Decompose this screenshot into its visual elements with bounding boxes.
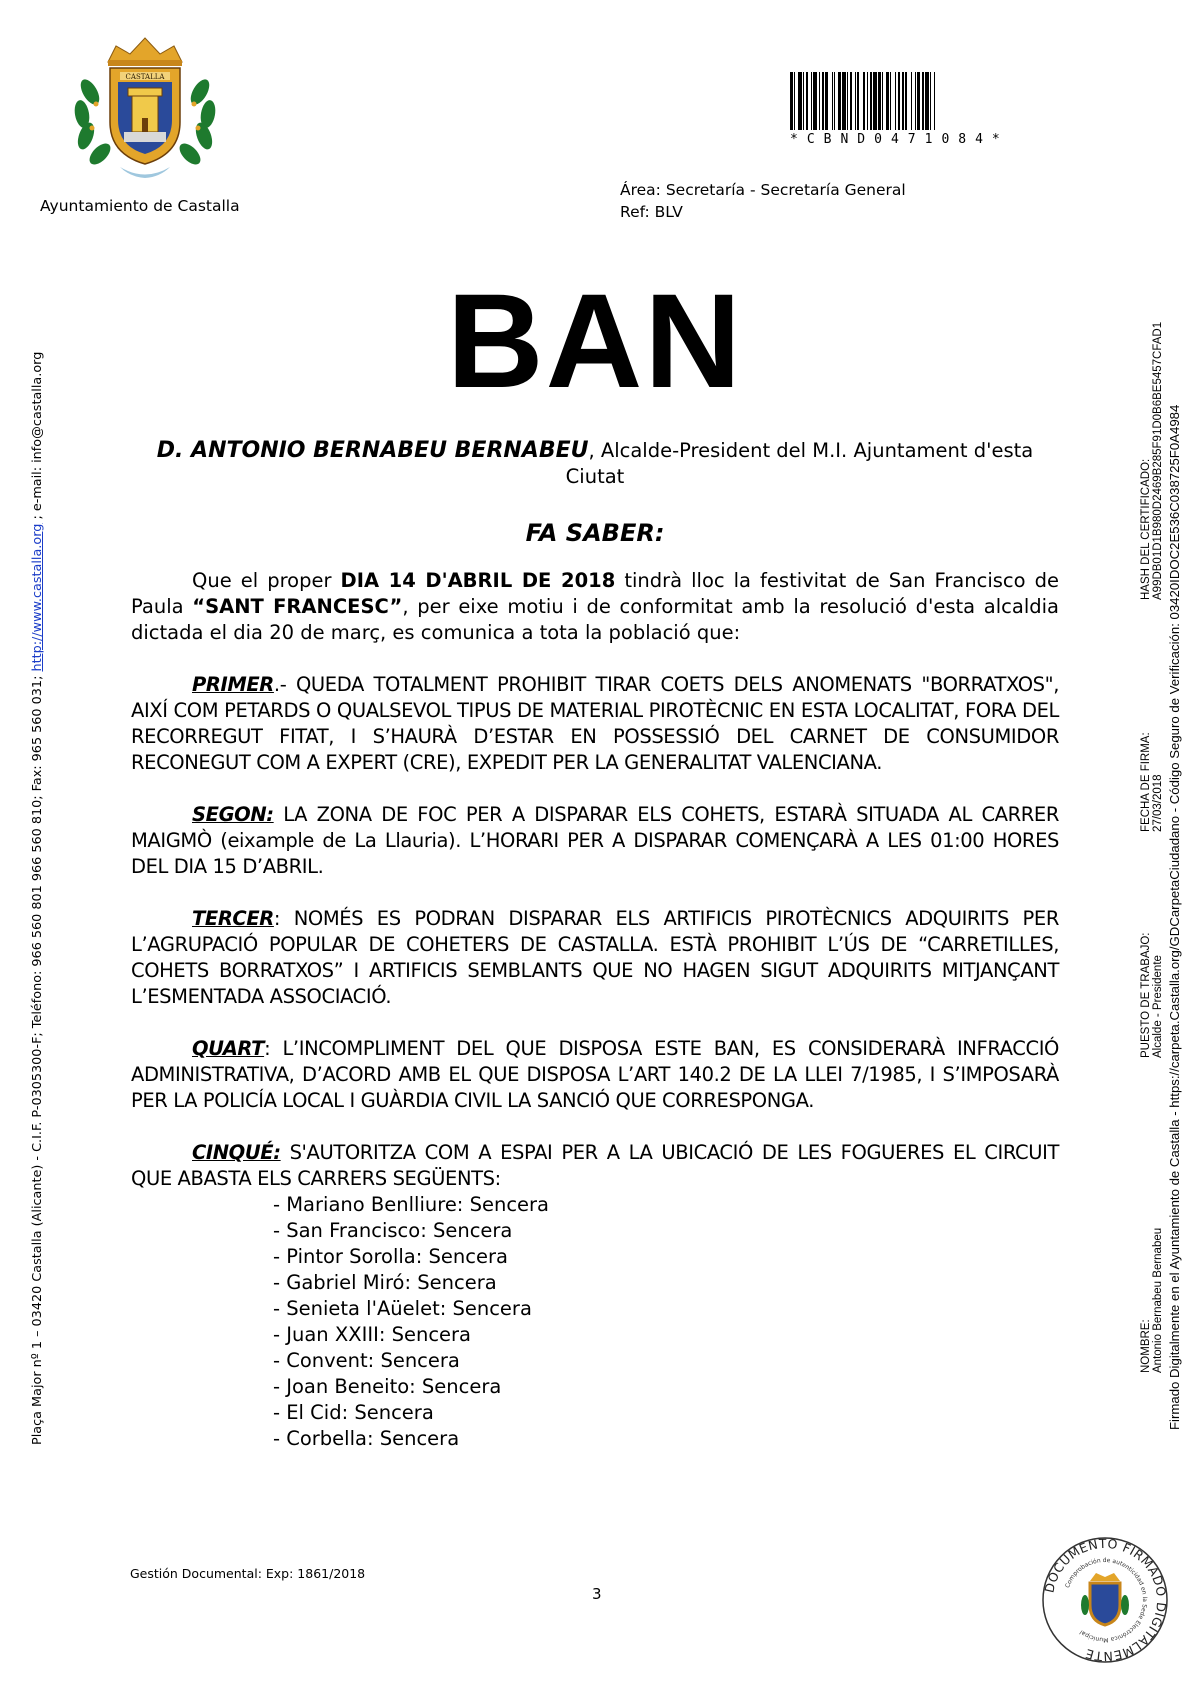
article-text: QUEDA TOTALMENT PROHIBIT TIRAR COETS DELS ANOMENATS "BORRATXOS", AIXÍ COM PETARDS O QUALSEVOL TIPUS DE MATERIAL PIROTÈCNIC EN ESTA LOCALITAT, FORA DEL RECORREGUT FITAT, I S’HAURÀ D’ESTAR EN POSSESSIÓ DEL CARNET DE CONSUMIDOR RECONEGUT COM A EXPERT (CRE), EXPEDIT PER LA GENERALITAT VALENCIANA. [131,673,1059,774]
signature-position-value: Alcalde - Presidente [1152,955,1164,1058]
article-heading: QUART [192,1037,265,1060]
signature-name-label: NOMBRE: [1140,1319,1152,1373]
signature-date-block [1140,732,1164,832]
page-number: 3 [592,1585,602,1603]
signature-name-block [1140,1228,1164,1373]
article-separator: .- [273,673,296,696]
article-paragraph [131,906,1059,1010]
address-text: Plaça Major nº 1 – 03420 Castalla (Alicante) - C.I.F. P-0305300-F; Teléfono: 966 560 801 966 560 810; Fax: 965 560 031; [30,671,45,1445]
crest-icon [60,32,230,187]
article-text: S'AUTORITZA COM A ESPAI PER A LA UBICACIÓ DE LES FOGUERES EL CIRCUIT QUE ABASTA ELS CARRERS SEGÜENTS: [131,1141,1059,1190]
signature-date-value: 27/03/2018 [1152,774,1164,832]
article-heading: CINQUÉ: [192,1141,281,1164]
area-label: Área: Secretaría - Secretaría General [620,181,906,199]
article-separator [281,1141,290,1164]
street-item: - Convent: Sencera [273,1349,460,1372]
intro-text: , per eixe motiu i de conformitat amb la resolució d'esta alcaldia dictada el dia 20 de març, es comunica a tota la població que: [131,595,1059,644]
article-paragraph [131,1036,1059,1114]
ref-label: Ref: BLV [620,203,683,221]
document-body [131,438,1059,1452]
article-text: L’INCOMPLIMENT DEL QUE DISPOSA ESTE BAN, ES CONSIDERARÀ INFRACCIÓ ADMINISTRATIVA, D’ACORD AMB EL QUE DISPOSA L’ART 140.2 DE LA LLEI 7/1985, I S’IMPOSARÀ PER LA POLICÍA LOCAL I GUÀRDIA CIVIL LA SANCIÓ QUE CORRESPONGA. [131,1037,1060,1112]
signature-position-label: PUESTO DE TRABAJO: [1140,932,1152,1058]
street-item: - Senieta l'Aüelet: Sencera [273,1297,532,1320]
article-separator: : [273,907,294,930]
website-link[interactable]: http://www.castalla.org [30,523,45,672]
street-item: - Corbella: Sencera [273,1427,460,1450]
article-heading: SEGON: [192,803,274,826]
intro-date: DIA 14 D'ABRIL DE 2018 [340,569,616,592]
signature-date-label: FECHA DE FIRMA: [1140,732,1152,832]
mayor-role: , Alcalde-President del M.I. Ajuntament d'esta Ciutat [565,439,1034,488]
document-title: BAN [446,267,744,416]
mayor-name: D. ANTONIO BERNABEU BERNABEU [156,438,589,463]
municipal-crest-logo [60,32,230,187]
barcode-bars [790,72,1050,130]
certificate-hash-block [1140,322,1164,600]
article-separator [274,803,284,826]
street-item: - El Cid: Sencera [273,1401,434,1424]
article-text: NOMÉS ES PODRAN DISPARAR ELS ARTIFICIS PIROTÈCNICS ADQUIRITS PER L’AGRUPACIÓ POPULAR DE COHETERS DE CASTALLA. ESTÀ PROHIBIT L’ÚS DE “CARRETILLES, COHETS BORRATXOS” I ARTIFICIS SEMBLANTS QUE NO HAGEN SIGUT ADQUIRITS MITJANÇANT L’ESMENTADA ASSOCIACIÓ. [131,907,1059,1008]
digital-signature-seal [1040,1535,1170,1665]
street-item: - Juan XXIII: Sencera [273,1323,472,1346]
seal-inner-text: Comprobación de autenticidad en la Sede Electrónica Municipal [1064,1556,1149,1644]
article-paragraph [131,672,1059,776]
intro-text: Que el proper [192,569,341,592]
article-paragraph [131,802,1059,880]
street-item: - Pintor Sorolla: Sencera [273,1245,508,1268]
street-item: - San Francisco: Sencera [273,1219,513,1242]
area-reference-block [620,179,906,223]
signature-name-value: Antonio Bernabeu Bernabeu [1152,1227,1164,1373]
street-item: - Mariano Benlliure: Sencera [273,1193,549,1216]
certificate-hash-label: HASH DEL CERTIFICADO: [1140,458,1152,600]
article-separator: : [264,1037,283,1060]
signature-position-block [1140,933,1164,1058]
article-paragraph [131,1140,1059,1192]
announce-heading: FA SABER: [525,519,665,547]
street-item: - Joan Beneito: Sencera [273,1375,502,1398]
article-text: LA ZONA DE FOC PER A DISPARAR ELS COHETS, ESTARÀ SITUADA AL CARRER MAIGMÒ (eixample de La Llauria). L’HORARI PER A DISPARAR COMENÇARÀ A LES 01:00 HORES DEL DIA 15 D’ABRIL. [131,803,1059,878]
document-barcode [790,72,1050,147]
seal-outer-text: DOCUMENTO FIRMADO DIGITALMENTE [1041,1535,1170,1665]
barcode-text: *CBND0471084* [790,132,1009,147]
article-heading: TERCER [192,907,274,930]
certificate-hash-value: A99DB01D1B980D2469B285F91D0B6BE5457CFAD1 [1152,321,1164,600]
street-list [273,1192,1059,1452]
barcode-bar [935,72,938,130]
document-expedient: Gestión Documental: Exp: 1861/2018 [130,1566,366,1581]
intro-festival-name: “SANT FRANCESC” [192,595,403,618]
council-contact-info [30,345,45,1445]
street-item: - Gabriel Miró: Sencera [273,1271,497,1294]
digital-signature-verification-line: Firmado Digitalmente en el Ayuntamiento de Castalla - https://carpeta.Castalla.org/GDCarpetaCiudadano - Código Seguro de Verificación: 03420IDOC2E536C038725F0A4984 [1167,404,1182,1430]
intro-text: tindrà lloc la festivitat de San Francisco de Paula [131,569,1059,618]
article-heading: PRIMER [192,673,274,696]
organization-name: Ayuntamiento de Castalla [40,197,240,215]
svg-text:CASTALLA: CASTALLA [125,73,165,81]
intro-paragraph [131,568,1059,646]
mayor-line [131,438,1059,490]
seal-icon [1040,1535,1170,1665]
email-text: ; e-mail: info@castalla.org [30,351,45,524]
